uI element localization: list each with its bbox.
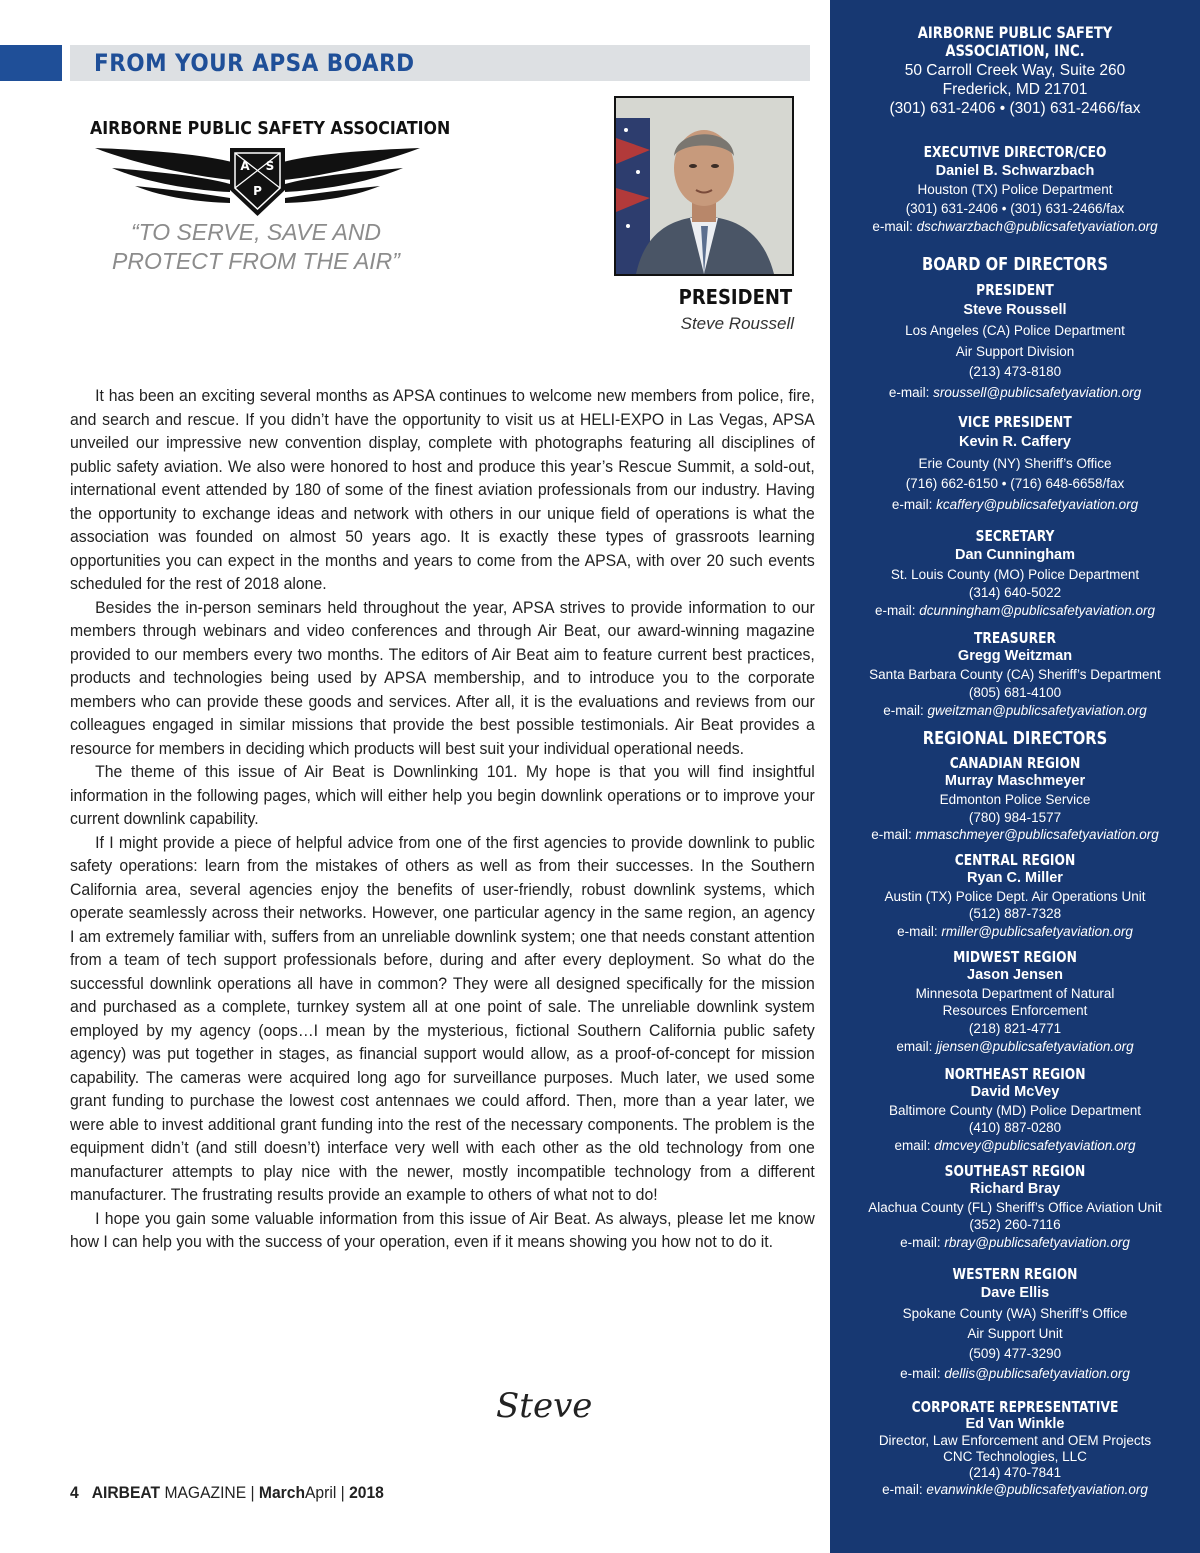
canadian-dept: Edmonton Police Service xyxy=(939,792,1091,807)
tagline-line-1: “TO SERVE, SAVE AND xyxy=(130,219,382,245)
treasurer-name: Gregg Weitzman xyxy=(957,648,1073,664)
email-label: e-mail: xyxy=(900,1366,945,1381)
tagline xyxy=(96,218,416,276)
corporate-email xyxy=(830,1482,1200,1497)
vp-name: Kevin R. Caffery xyxy=(958,434,1071,450)
president-role: PRESIDENT xyxy=(976,281,1054,299)
sidebar-address: Frederick, MD 21701 xyxy=(942,81,1088,98)
email-label: e-mail: xyxy=(882,1482,927,1497)
letter-paragraph: It has been an exciting several months as APSA continues to welcome new members from police, fire, and search and rescue. If you didn’t have the opportunity to visit us at HELI-EXPO in Las Vegas, APSA unveiled our impressive new convention display, complete with photographs featuring all disciplines of public safety aviation. We also were honored to host and produce this year’s Rescue Summit, a sold-out, international event attended by 180 of some of the finest aviation professionals from our industry. Having the opportunity to exchange ideas and network with others in our unique field of operations is what the association was founded on almost 50 years ago. It is exactly these types of grassroots learning opportunities you can expect in the months and years to come from the APSA, with over 20 such events scheduled for the rest of 2018 alone. xyxy=(70,386,815,593)
president-name: Steve Roussell xyxy=(680,314,794,333)
canadian-email xyxy=(830,827,1200,842)
regional-heading: REGIONAL DIRECTORS xyxy=(922,728,1108,749)
midwest-dept-2: Resources Enforcement xyxy=(942,1003,1088,1018)
footer-separator: | xyxy=(340,1483,345,1502)
footer-brand: AIRBEAT xyxy=(91,1483,161,1502)
southeast-email xyxy=(830,1235,1200,1250)
northeast-email xyxy=(830,1138,1200,1153)
vp-role: VICE PRESIDENT xyxy=(958,413,1072,431)
treasurer-dept: Santa Barbara County (CA) Sheriff’s Department xyxy=(869,667,1161,682)
header-accent-tab xyxy=(0,45,62,81)
email-link[interactable]: dellis@publicsafetyaviation.org xyxy=(944,1366,1130,1381)
letter-body xyxy=(70,384,815,1254)
exec-name: Daniel B. Schwarzbach xyxy=(935,163,1095,179)
sidebar-org-name: AIRBORNE PUBLIC SAFETY xyxy=(917,23,1113,42)
letter-paragraph: I hope you gain some valuable information from this issue of Air Beat. As always, please let me know how I can help you with the success of your operation, even if it means showing you how not to do it. xyxy=(70,1208,815,1251)
vp-dept: Erie County (NY) Sheriff’s Office xyxy=(918,456,1112,471)
secretary-role: SECRETARY xyxy=(975,527,1055,545)
secretary-dept: St. Louis County (MO) Police Department xyxy=(890,567,1140,582)
treasurer-email xyxy=(830,703,1200,718)
northeast-dept: Baltimore County (MD) Police Department xyxy=(888,1103,1142,1118)
canadian-name: Murray Maschmeyer xyxy=(944,773,1086,789)
email-link[interactable]: rbray@publicsafetyaviation.org xyxy=(944,1235,1130,1250)
page-title: FROM YOUR APSA BOARD xyxy=(94,49,415,77)
email-link[interactable]: dcunningham@publicsafetyaviation.org xyxy=(919,603,1156,618)
exec-phone: (301) 631-2406 • (301) 631-2466/fax xyxy=(905,201,1125,216)
email-label: e-mail: xyxy=(883,703,928,718)
corporate-company: CNC Technologies, LLC xyxy=(943,1449,1087,1464)
footer-year: 2018 xyxy=(349,1483,384,1502)
secretary-name: Dan Cunningham xyxy=(954,547,1076,563)
central-name: Ryan C. Miller xyxy=(967,870,1063,886)
president-portrait-image xyxy=(616,98,792,274)
email-label: email: xyxy=(896,1039,937,1054)
sidebar-phone: (301) 631-2406 • (301) 631-2466/fax xyxy=(889,100,1141,117)
footer-month-1: March xyxy=(258,1483,306,1502)
email-label: e-mail: xyxy=(900,1235,945,1250)
apsa-logo xyxy=(90,118,451,218)
president-contact-name: Steve Roussell xyxy=(963,302,1067,318)
vp-email xyxy=(830,497,1200,512)
midwest-phone: (218) 821-4771 xyxy=(968,1021,1062,1036)
corporate-phone: (214) 470-7841 xyxy=(968,1465,1062,1480)
central-role: CENTRAL REGION xyxy=(954,851,1076,869)
board-heading: BOARD OF DIRECTORS xyxy=(922,254,1108,275)
sidebar-address: 50 Carroll Creek Way, Suite 260 xyxy=(904,62,1126,79)
western-phone: (509) 477-3290 xyxy=(968,1346,1062,1361)
president-division: Air Support Division xyxy=(955,344,1075,359)
signature: Steve xyxy=(496,1386,593,1426)
email-label: e-mail: xyxy=(891,497,937,512)
page-number: 4 xyxy=(70,1483,79,1502)
treasurer-role: TREASURER xyxy=(974,629,1056,647)
wings-emblem-icon xyxy=(90,140,425,218)
email-link[interactable]: evanwinkle@publicsafetyaviation.org xyxy=(926,1482,1148,1497)
western-role: WESTERN REGION xyxy=(952,1265,1078,1283)
western-name: Dave Ellis xyxy=(980,1285,1050,1301)
sidebar-directory xyxy=(830,0,1200,1553)
logo-letter-p: P xyxy=(253,184,262,198)
sidebar-org-name: ASSOCIATION, INC. xyxy=(945,41,1085,60)
email-link[interactable]: kcaffery@publicsafetyaviation.org xyxy=(936,497,1139,512)
exec-email xyxy=(830,219,1200,234)
vp-phone: (716) 662-6150 • (716) 648-6658/fax xyxy=(905,476,1125,491)
email-label: e-mail: xyxy=(871,827,916,842)
central-email xyxy=(830,924,1200,939)
email-label: email: xyxy=(894,1138,935,1153)
email-link[interactable]: rmiller@publicsafetyaviation.org xyxy=(941,924,1133,939)
tagline-line-2: PROTECT FROM THE AIR” xyxy=(112,248,400,274)
footer-month-2: April xyxy=(305,1483,337,1502)
secretary-phone: (314) 640-5022 xyxy=(968,585,1062,600)
letter-paragraph: The theme of this issue of Air Beat is Downlinking 101. My hope is that you will find insightful information in the following pages, which will either help you begin downlink operations or to improve your current downlink capability. xyxy=(70,762,815,828)
logo-letter-a: A xyxy=(240,159,250,173)
email-label: e-mail: xyxy=(897,924,942,939)
southeast-phone: (352) 260-7116 xyxy=(969,1217,1061,1232)
canadian-phone: (780) 984-1577 xyxy=(968,810,1062,825)
midwest-dept: Minnesota Department of Natural xyxy=(915,986,1115,1001)
letter-paragraph: If I might provide a piece of helpful advice from one of the first agencies to provide downlink to public safety operations: learn from the mistakes of others as well as from their successes. In the Southern California area, several agencies enjoy the benefits of user-friendly, robust downlink systems, which operate seamlessly across their networks. However, one particular agency in the same region, an agency I am extremely familiar with, suffers from an unreliable downlink system; one that needs constant attention from a team of tech support professionals before, during and after every deployment. So what do the successful downlink operations all have in common? They were all designed specifically for the mission and purchased as a complete, turnkey system all at one point of sale. The unreliable downlink system employed by my agency (oops…I mean by the mysterious, fictional Southern California public safety agency) was put together in stages, as financial support would allow, as a proof-of-concept for mission capability. The cameras were acquired long ago for surveillance purposes. Much later, we used some grant funding to purchase the lowest cost antennaes we could afford. Then, more than a year later, we were able to invest additional grant funding into the rest of the necessary components. The problem is the equipment didn’t (and still doesn’t) interface very well with each other as the old technology from one manufacturer attempts to play nice with the newer, mostly incompatible technology from a different manufacturer. The frustrating results provide an example to others of what not to do! xyxy=(70,832,815,1204)
email-link[interactable]: dschwarzbach@publicsafetyaviation.org xyxy=(916,219,1158,234)
western-email xyxy=(830,1366,1200,1381)
southeast-role: SOUTHEAST REGION xyxy=(944,1162,1086,1180)
email-link[interactable]: jjensen@publicsafetyaviation.org xyxy=(936,1039,1134,1054)
secretary-email xyxy=(830,603,1200,618)
president-dept: Los Angeles (CA) Police Department xyxy=(905,323,1125,338)
letter-paragraph: Besides the in-person seminars held throughout the year, APSA strives to provide information to our members through webinars and video conferences and through Air Beat, our award-winning magazine provided to our members every two months. The editors of Air Beat aim to feature current best practices, products and technologies being used by APSA membership, and to introduce you to the corporate members who can provide these goods and services. After all, it is the evaluations and reviews from our colleagues engaged in similar missions that provide the best possible testimonials. Air Beat provides a resource for members in deciding which products will best suit your individual operational needs. xyxy=(70,597,815,758)
email-label: e-mail: xyxy=(888,385,934,400)
header-bar xyxy=(70,45,810,81)
footer-separator: | xyxy=(250,1483,255,1502)
email-link[interactable]: sroussell@publicsafetyaviation.org xyxy=(933,385,1142,400)
page-footer xyxy=(70,1483,384,1503)
email-label: e-mail: xyxy=(872,219,917,234)
president-photo xyxy=(614,96,794,276)
exec-heading: EXECUTIVE DIRECTOR/CEO xyxy=(923,143,1107,161)
canadian-role: CANADIAN REGION xyxy=(949,754,1081,772)
northeast-role: NORTHEAST REGION xyxy=(944,1065,1086,1083)
email-link[interactable]: mmaschmeyer@publicsafetyaviation.org xyxy=(915,827,1159,842)
midwest-role: MIDWEST REGION xyxy=(953,948,1077,966)
northeast-name: David McVey xyxy=(970,1084,1060,1100)
president-title: PRESIDENT xyxy=(678,285,792,309)
central-dept: Austin (TX) Police Dept. Air Operations Unit xyxy=(884,889,1146,904)
midwest-email xyxy=(830,1039,1200,1054)
southeast-dept: Alachua County (FL) Sheriff’s Office Aviation Unit xyxy=(868,1200,1162,1215)
corporate-role: CORPORATE REPRESENTATIVE xyxy=(911,1398,1119,1416)
central-phone: (512) 887-7328 xyxy=(968,906,1062,921)
midwest-name: Jason Jensen xyxy=(967,967,1063,983)
president-phone: (213) 473-8180 xyxy=(968,364,1062,379)
logo-title: AIRBORNE PUBLIC SAFETY ASSOCIATION xyxy=(90,118,451,139)
email-link[interactable]: gweitzman@publicsafetyaviation.org xyxy=(927,703,1147,718)
email-label: e-mail: xyxy=(874,603,920,618)
corporate-title: Director, Law Enforcement and OEM Projects xyxy=(878,1433,1152,1448)
western-unit: Air Support Unit xyxy=(967,1326,1063,1341)
southeast-name: Richard Bray xyxy=(969,1181,1061,1197)
logo-letter-s: S xyxy=(265,159,275,173)
treasurer-phone: (805) 681-4100 xyxy=(968,685,1062,700)
exec-dept: Houston (TX) Police Department xyxy=(917,182,1113,197)
western-dept: Spokane County (WA) Sheriff’s Office xyxy=(902,1306,1128,1321)
president-email xyxy=(830,385,1200,400)
email-link[interactable]: dmcvey@publicsafetyaviation.org xyxy=(934,1138,1136,1153)
footer-magazine: MAGAZINE xyxy=(164,1483,247,1502)
northeast-phone: (410) 887-0280 xyxy=(968,1120,1062,1135)
corporate-name: Ed Van Winkle xyxy=(965,1416,1065,1432)
